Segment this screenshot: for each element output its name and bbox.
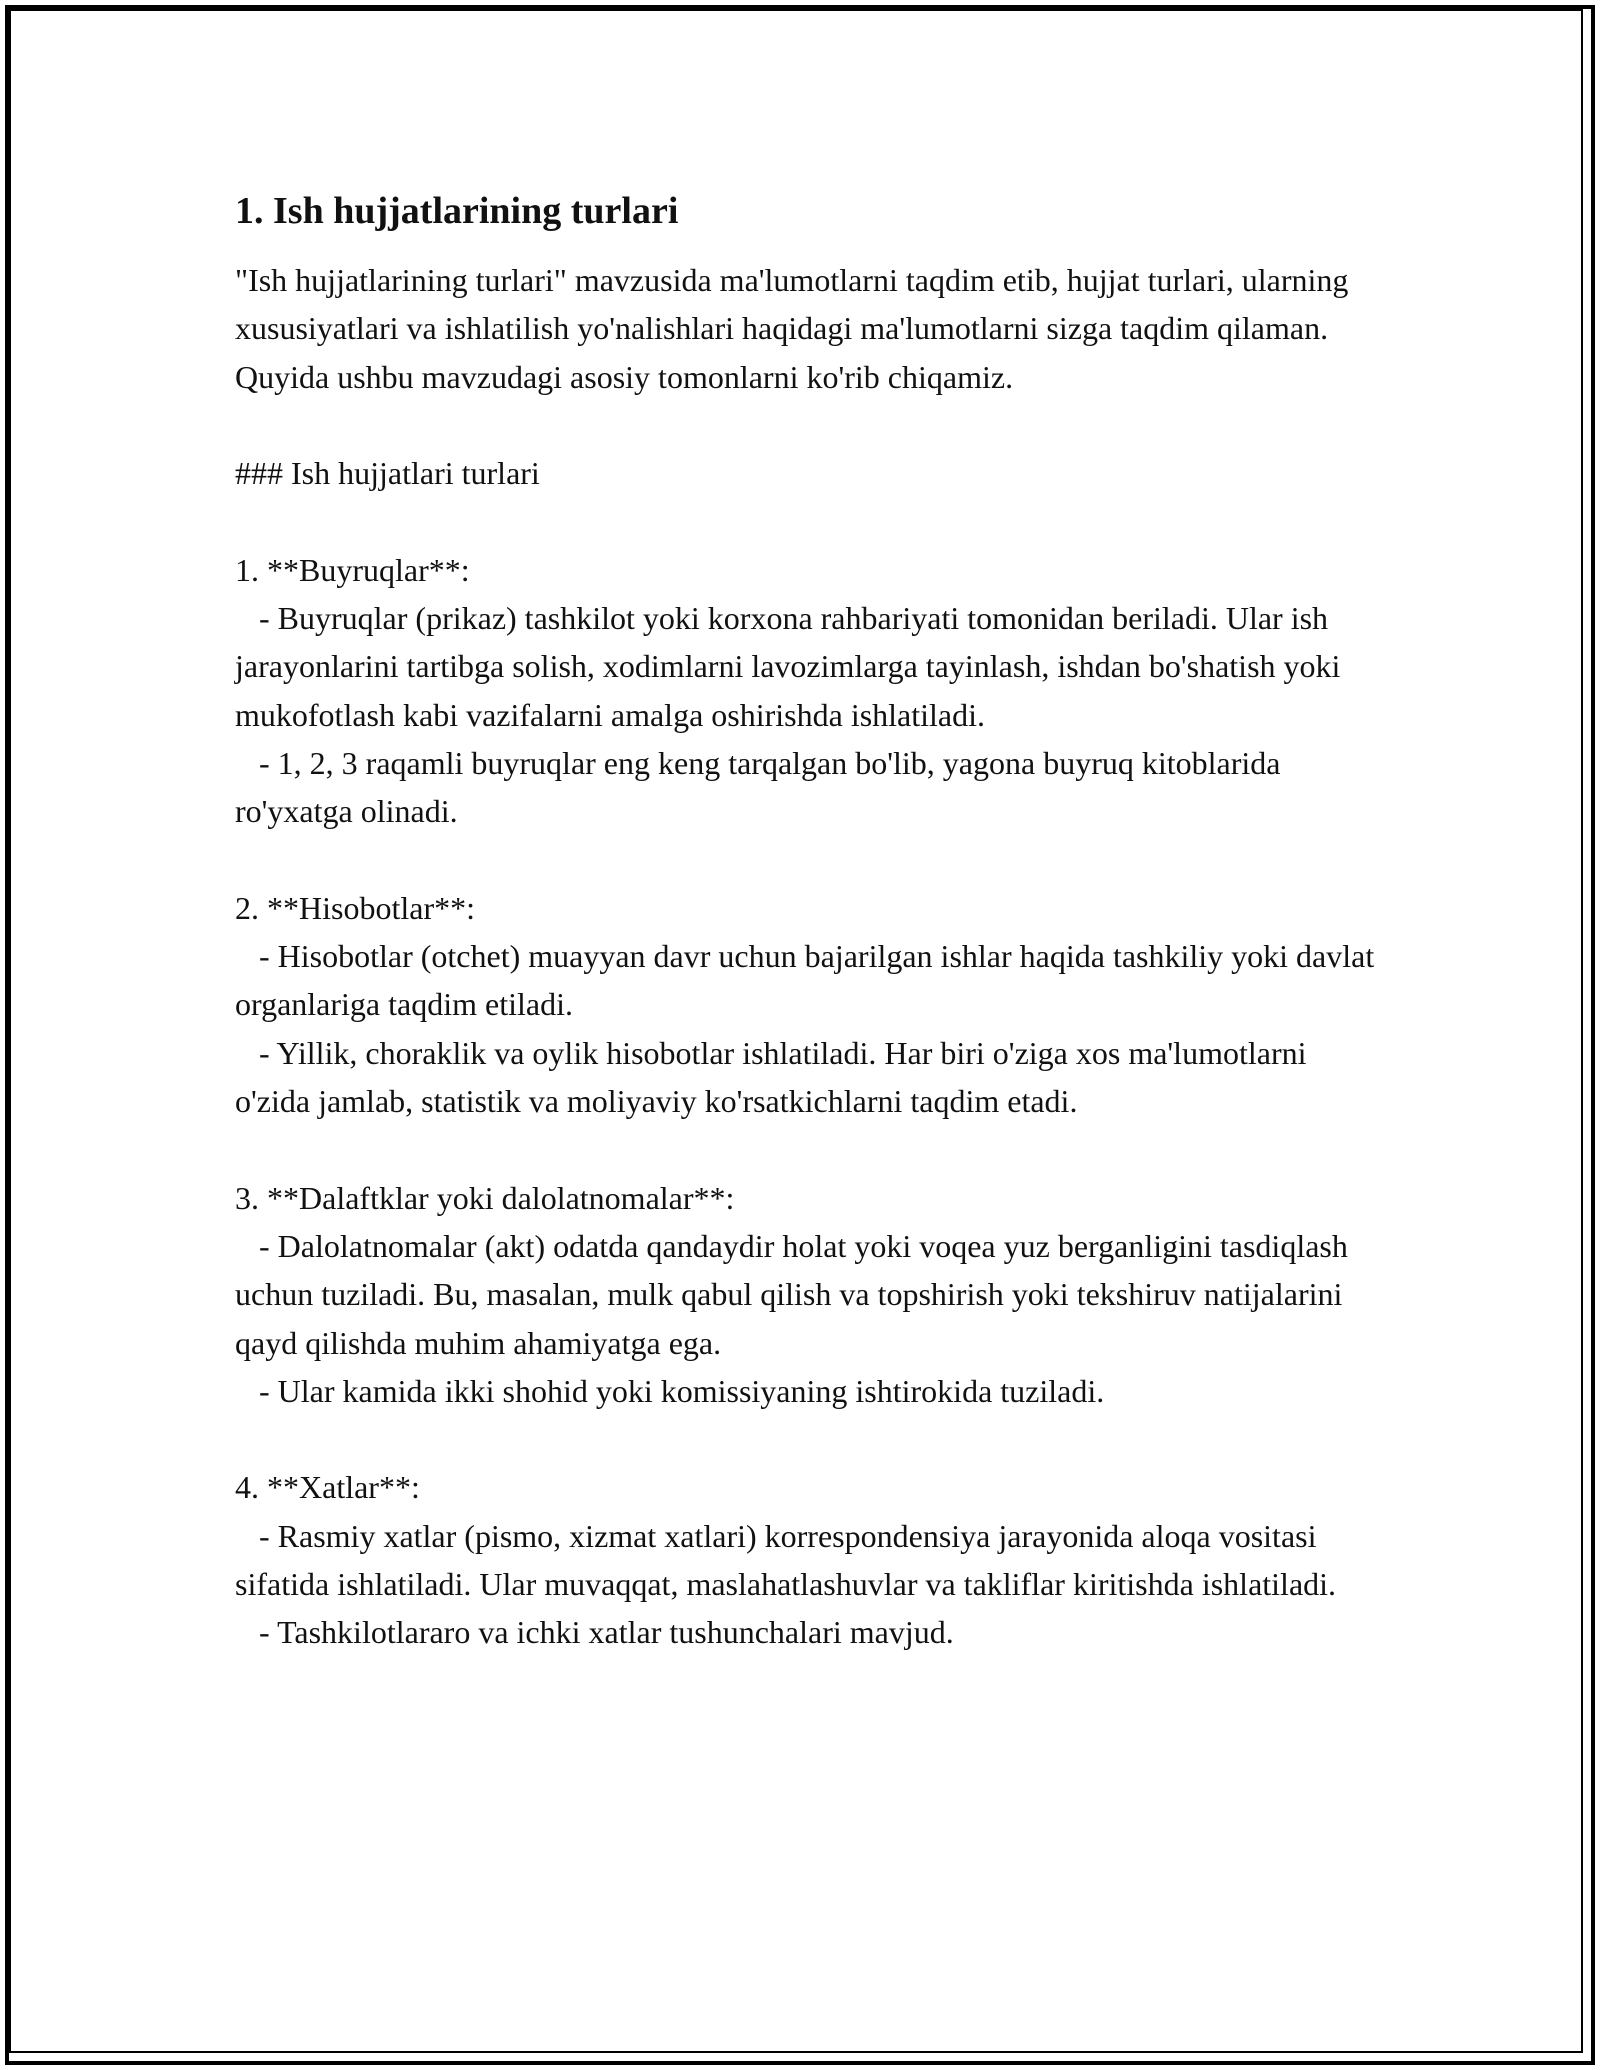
section-heading-dalolatnomalar: 3. **Dalaftklar yoki dalolatnomalar**: [235, 1179, 735, 1216]
section-bullet: - Tashkilotlararo va ichki xatlar tushunchalari mavjud. [235, 1614, 954, 1651]
section-heading-hisobotlar: 2. **Hisobotlar**: [235, 889, 475, 926]
section-bullet: - Dalolatnomalar (akt) odatda qandaydir holat yoki voqea yuz berganligini tasdiqlash uchun tuziladi. Bu, masalan, mulk qabul qilish va topshirish yoki tekshiruv natijalarini qayd qilishda muhim ahamiyatga ega. [235, 1227, 1356, 1361]
section-bullet: - Ular kamida ikki shohid yoki komissiyaning ishtirokida tuziladi. [235, 1372, 1105, 1409]
spacer [235, 401, 1375, 449]
spacer [235, 1415, 1375, 1463]
subheading: ### Ish hujjatlari turlari [235, 455, 540, 492]
section-bullet: - Rasmiy xatlar (pismo, xizmat xatlari) korrespondensiya jarayonida aloqa vositasi sifatida ishlatiladi. Ular muvaqqat, maslahatlashuvlar va takliflar kiritishda ishlatiladi. [235, 1517, 1337, 1603]
page-title: 1. Ish hujjatlarining turlari [235, 190, 679, 232]
spacer [235, 497, 1375, 545]
section-bullet: - Yillik, choraklik va oylik hisobotlar ishlatiladi. Har biri o'ziga xos ma'lumotlarni o'zida jamlab, statistik va moliyaviy ko'rsatkichlarni taqdim etadi. [235, 1034, 1315, 1120]
section-bullet: - Buyruqlar (prikaz) tashkilot yoki korxona rahbariyati tomonidan beriladi. Ular ish jarayonlarini tartibga solish, xodimlarni lavozimlarga tayinlash, ishdan bo'shatish yoki mukofotlash kabi vazifalarni amalga oshirishda ishlatiladi. [235, 600, 1349, 733]
section-bullet: - 1, 2, 3 raqamli buyruqlar eng keng tarqalgan bo'lib, yagona buyruq kitoblarida ro'yxatga olinadi. [235, 744, 1289, 830]
section-bullet: - Hisobotlar (otchet) muayyan davr uchun bajarilgan ishlar haqida tashkiliy yoki davlat organlariga taqdim etiladi. [235, 938, 1383, 1023]
section-heading-xatlar: 4. **Xatlar**: [235, 1469, 420, 1506]
document-body [235, 186, 1383, 1657]
section-heading-buyruqlar: 1. **Buyruqlar**: [235, 551, 470, 588]
intro-paragraph: "Ish hujjatlarining turlari" mavzusida ma'lumotlarni taqdim etib, hujjat turlari, ularning xususiyatlari va ishlatilish yo'nalishlari haqidagi ma'lumotlarni sizga taqdim qilaman. Quyida ushbu mavzudagi asosiy tomonlarni ko'rib chiqamiz. [235, 262, 1357, 395]
spacer [235, 1125, 1375, 1173]
spacer [235, 836, 1375, 884]
